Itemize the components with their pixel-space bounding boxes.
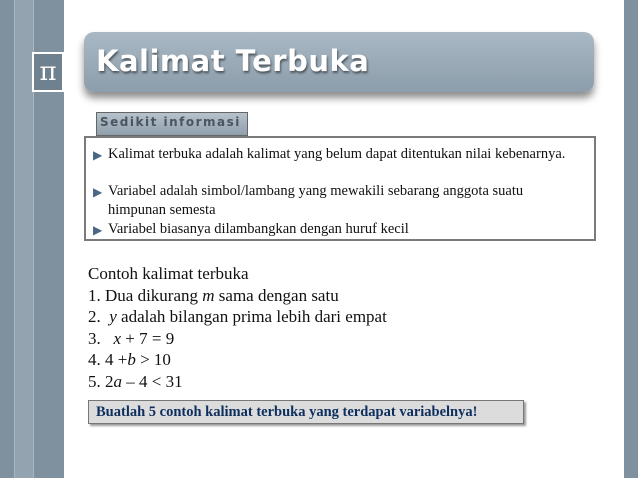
example-number: 1. bbox=[88, 285, 101, 305]
example-item bbox=[88, 306, 387, 328]
example-text: > 10 bbox=[135, 350, 171, 369]
info-item-text: Kalimat terbuka adalah kalimat yang belum dapat ditentukan nilai kebenarnya. bbox=[108, 146, 566, 162]
task-text: Buatlah 5 contoh kalimat terbuka yang terdapat variabelnya! bbox=[96, 404, 478, 420]
example-item bbox=[88, 371, 387, 393]
left-decor-stripe bbox=[14, 0, 34, 478]
example-text: adalah bilangan prima lebih dari empat bbox=[116, 307, 387, 326]
pi-symbol-icon: π bbox=[32, 52, 64, 92]
example-variable: b bbox=[127, 350, 136, 369]
example-text: 2 bbox=[105, 371, 114, 391]
bullet-arrow-icon: ▶ bbox=[93, 185, 103, 199]
example-text bbox=[105, 329, 114, 348]
example-item bbox=[88, 328, 387, 350]
example-variable: y bbox=[109, 307, 117, 326]
example-item bbox=[88, 285, 387, 307]
example-text: – 4 < 31 bbox=[122, 371, 183, 391]
right-decor-band bbox=[624, 0, 638, 478]
examples-block bbox=[88, 263, 387, 392]
bullet-arrow-icon: ▶ bbox=[93, 148, 103, 162]
bullet-arrow-icon: ▶ bbox=[93, 223, 103, 237]
examples-heading: Contoh kalimat terbuka bbox=[88, 264, 249, 283]
example-text: 4 + bbox=[105, 350, 128, 369]
example-item bbox=[88, 349, 387, 371]
example-variable: x bbox=[113, 328, 122, 348]
example-number: 4. bbox=[88, 350, 101, 369]
example-text: sama dengan satu bbox=[214, 285, 339, 305]
info-item-text: Variabel adalah simbol/lambang yang mewakili sebarang anggota suatu himpunan semesta bbox=[108, 183, 524, 218]
info-item bbox=[94, 220, 584, 239]
example-number: 5. bbox=[88, 371, 101, 391]
example-variable: a bbox=[113, 371, 122, 391]
example-text: + 7 = 9 bbox=[121, 328, 175, 348]
example-number: 2. bbox=[88, 307, 101, 326]
example-number: 3. bbox=[88, 328, 101, 348]
info-item bbox=[94, 182, 584, 220]
info-item bbox=[94, 145, 584, 164]
info-item-text: Variabel biasanya dilambangkan dengan huruf kecil bbox=[108, 221, 409, 237]
slide-title: Kalimat Terbuka bbox=[96, 44, 370, 78]
info-tab-label: Sedikit informasi bbox=[100, 115, 241, 129]
example-text: Dua dikurang bbox=[105, 285, 203, 305]
example-variable: m bbox=[202, 285, 215, 305]
